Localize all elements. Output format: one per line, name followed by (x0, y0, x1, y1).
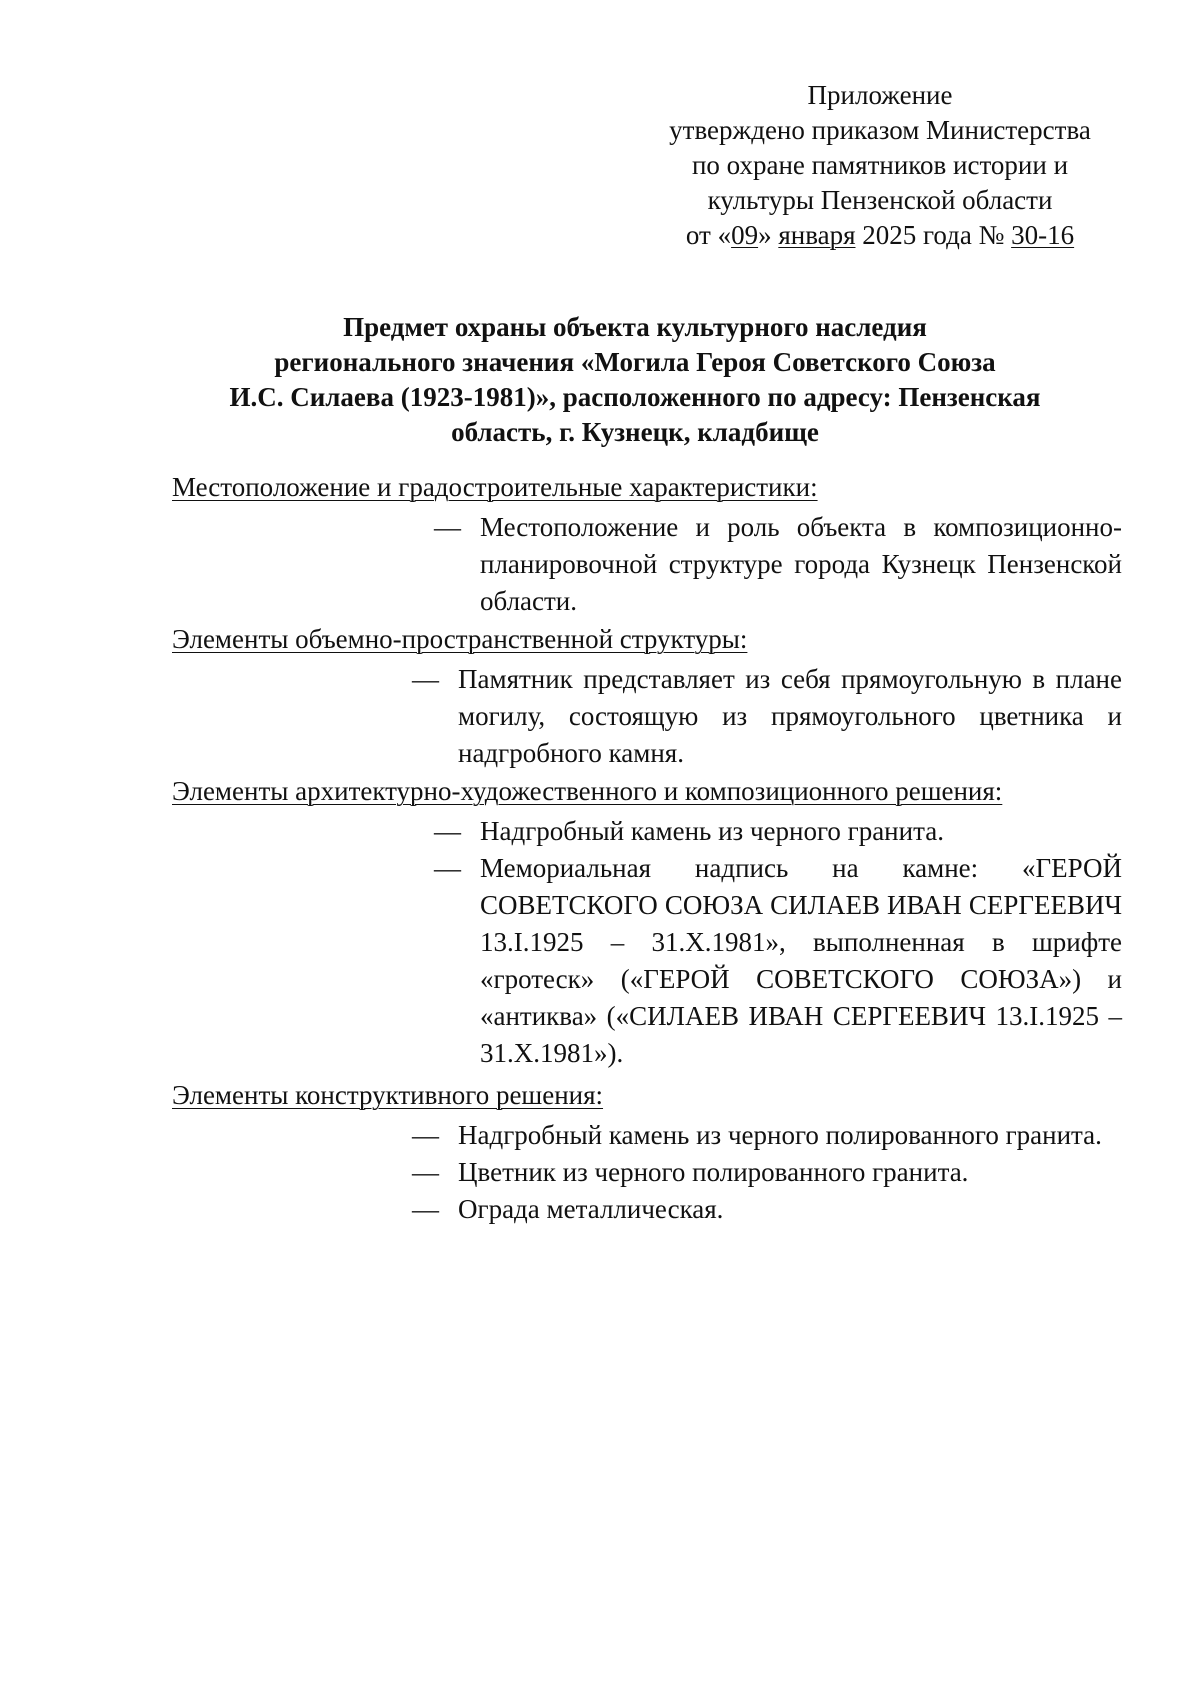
approval-day: 09 (731, 220, 759, 250)
item-text: Памятник представляет из себя прямоугольную в плане могилу, состоящую из прямоугольного цветника и надгробного камня. (458, 664, 1122, 768)
dash-marker: — (412, 1157, 439, 1187)
item-list (172, 509, 1122, 620)
section-architecture (172, 774, 1122, 1072)
list-item (434, 850, 1122, 1072)
list-item (412, 1191, 1122, 1228)
approval-line: по охране памятников истории и (691, 150, 1069, 180)
section-volume-structure (172, 622, 1122, 772)
item-text: Местоположение и роль объекта в композиционно-планировочной структуре города Кузнецк Пензенской области. (480, 512, 1122, 616)
dash-marker: — (412, 1120, 439, 1150)
item-list (172, 813, 1122, 1072)
item-text: Цветник из черного полированного гранита. (458, 1157, 969, 1187)
item-text: Мемориальная надпись на камне: «ГЕРОЙ СОВЕТСКОГО СОЮЗА СИЛАЕВ ИВАН СЕРГЕЕВИЧ 13.I.1925 – 31.X.1981», выполненная в шрифте «гротеск» («ГЕРОЙ СОВЕТСКОГО СОЮЗА») и «антиква» («СИЛАЕВ ИВАН СЕРГЕЕВИЧ 13.I.1925 – 31.X.1981»). (480, 853, 1122, 1068)
approval-date-line (640, 218, 1120, 253)
section-heading: Элементы архитектурно-художественного и композиционного решения: (172, 776, 1003, 806)
dash-marker: — (434, 853, 461, 883)
approval-year: 2025 года № (855, 220, 1012, 250)
dash-marker: — (412, 664, 439, 694)
item-text: Надгробный камень из черного гранита. (480, 816, 944, 846)
dash-marker: — (434, 512, 461, 542)
item-list (172, 661, 1122, 772)
section-heading: Элементы объемно-пространственной структуры: (172, 624, 748, 654)
title-line: И.С. Силаева (1923-1981)», расположенного по адресу: Пензенская (229, 382, 1041, 412)
list-item (412, 1154, 1122, 1191)
list-item (412, 1117, 1122, 1154)
document-title (170, 310, 1100, 450)
title-line: Предмет охраны объекта культурного наследия (343, 312, 927, 342)
section-heading: Элементы конструктивного решения: (172, 1080, 604, 1110)
approval-number: 30-16 (1011, 220, 1075, 250)
title-line: регионального значения «Могила Героя Советского Союза (274, 347, 996, 377)
section-location (172, 470, 1122, 620)
approval-month: января (778, 220, 856, 250)
dash-marker: — (412, 1194, 439, 1224)
section-construction (172, 1078, 1122, 1228)
approval-date-mid: » (758, 220, 779, 250)
approval-block (640, 78, 1120, 253)
item-text: Ограда металлическая. (458, 1194, 724, 1224)
item-list (172, 1117, 1122, 1228)
list-item (434, 509, 1122, 620)
section-heading: Местоположение и градостроительные характеристики: (172, 472, 818, 502)
approval-line: культуры Пензенской области (707, 185, 1053, 215)
dash-marker: — (434, 816, 461, 846)
item-text: Надгробный камень из черного полированного гранита. (458, 1120, 1102, 1150)
approval-line: утверждено приказом Министерства (669, 115, 1091, 145)
approval-line: Приложение (807, 80, 953, 110)
title-line: область, г. Кузнецк, кладбище (451, 417, 819, 447)
approval-date-prefix: от « (685, 220, 732, 250)
list-item (434, 813, 1122, 850)
list-item (412, 661, 1122, 772)
